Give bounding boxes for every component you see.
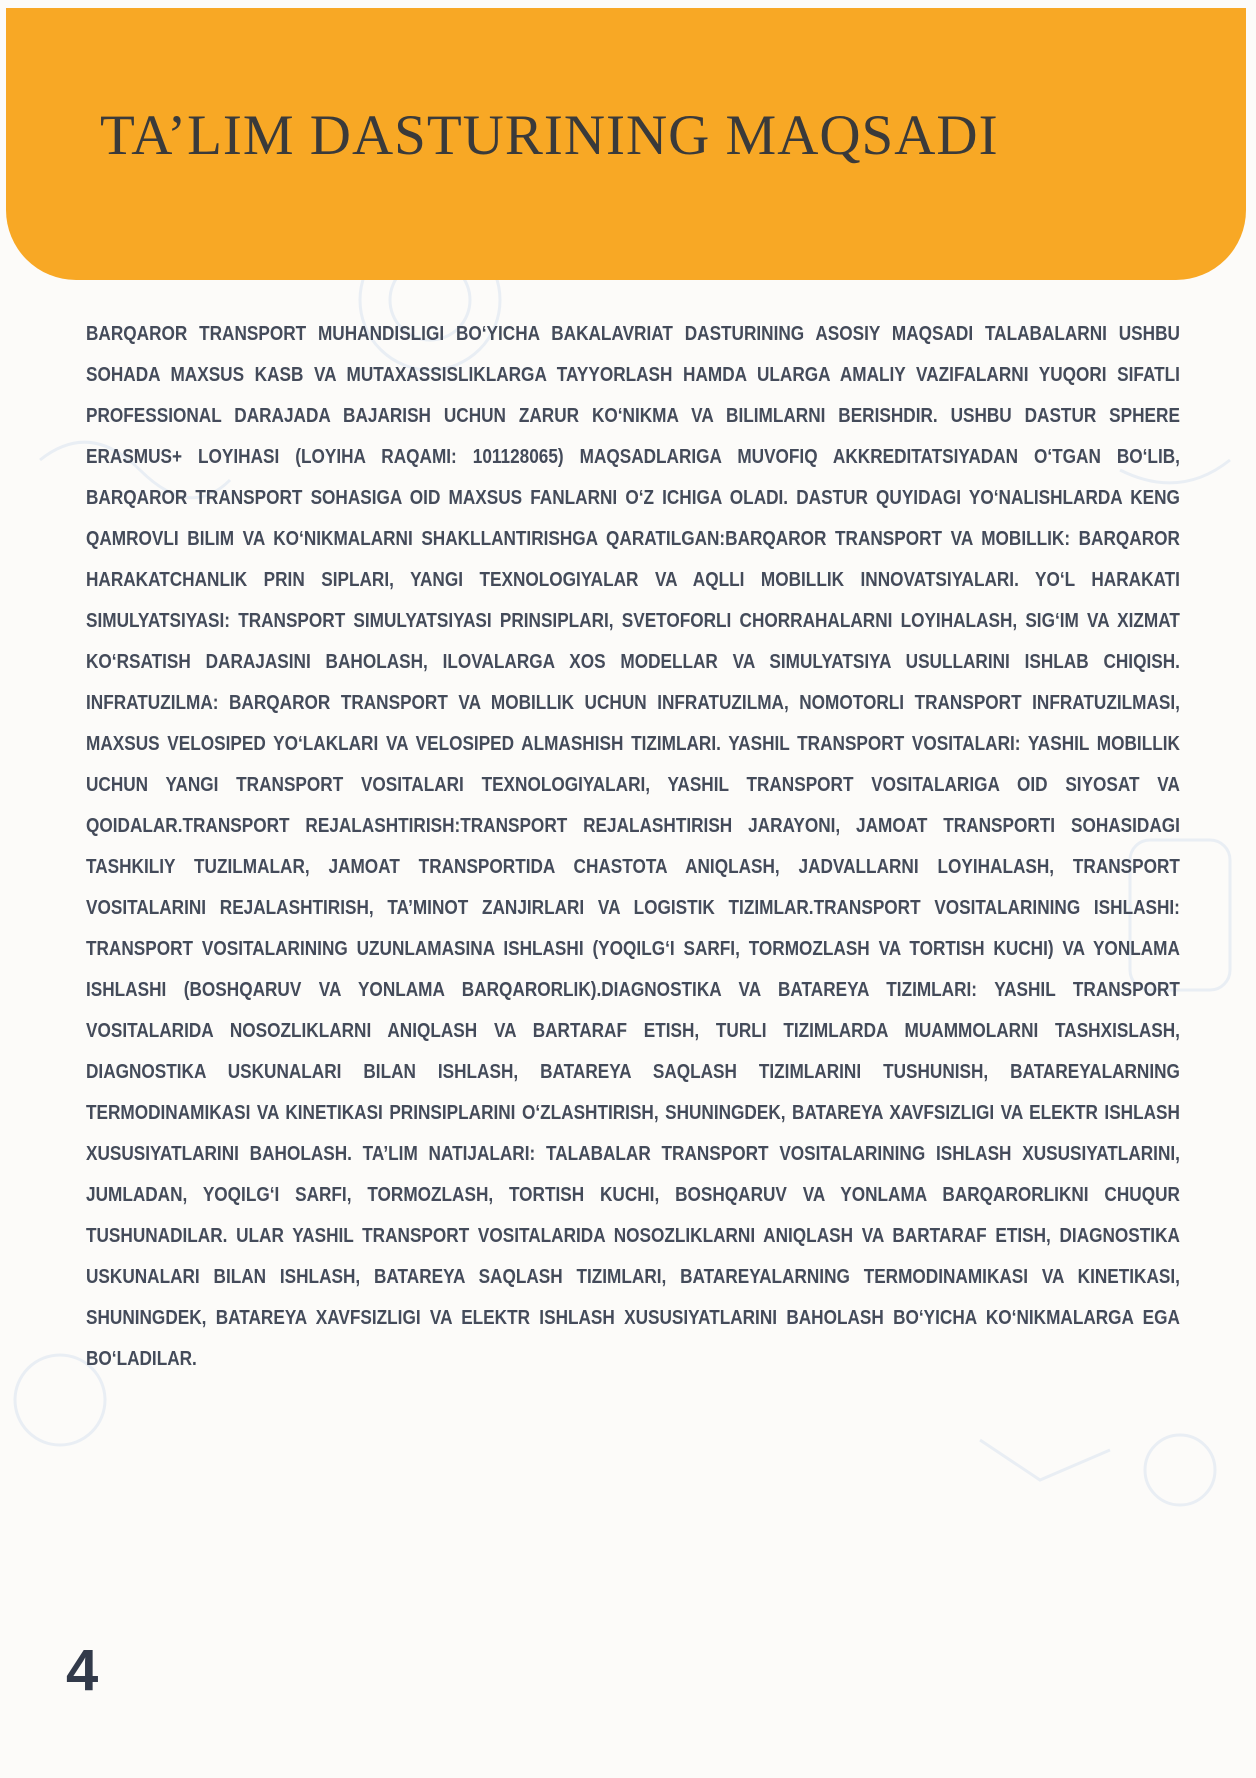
- page-title: TA’LIM DASTURINING MAQSADI: [100, 104, 999, 167]
- body-paragraph: BARQAROR TRANSPORT MUHANDISLIGI BO‘YICHA BAKALAVRIAT DASTURINING ASOSIY MAQSADI TALABALARNI USHBU SOHADA MAXSUS KASB VA MUTAXASSISLIKLARGA TAYYORLASH HAMDA ULARGA AMALIY VAZIFALARNI YUQORI SIFATLI PROFESSIONAL DARAJADA BAJARISH UCHUN ZARUR KO‘NIKMA VA BILIMLARNI BERISHDIR. USHBU DASTUR SPHERE ERASMUS+ LOYIHASI (LOYIHA RAQAMI: 101128065) MAQSADLARIGA MUVOFIQ AKKREDITATSIYADAN O‘TGAN BO‘LIB, BARQAROR TRANSPORT SOHASIGA OID MAXSUS FANLARNI O‘Z ICHIGA OLADI. DASTUR QUYIDAGI YO‘NALISHLARDA KENG QAMROVLI BILIM VA KO‘NIKMALARNI SHAKLLANTIRISHGA QARATILGAN:BARQAROR TRANSPORT VA MOBILLIK: BARQAROR HARAKATCHANLIK PRIN SIPLARI, YANGI TEXNOLOGIYALAR VA AQLLI MOBILLIK INNOVATSIYALARI. YO‘L HARAKATI SIMULYATSIYASI: TRANSPORT SIMULYATSIYASI PRINSIPLARI, SVETOFORLI CHORRAHALARNI LOYIHALASH, SIG‘IM VA XIZMAT KO‘RSATISH DARAJASINI BAHOLASH, ILOVALARGA XOS MODELLAR VA SIMULYATSIYA USULLARINI ISHLAB CHIQISH. INFRATUZILMA: BARQAROR TRANSPORT VA MOBILLIK UCHUN INFRATUZILMA, NOMOTORLI TRANSPORT INFRATUZILMASI, MAXSUS VELOSIPED YO‘LAKLARI VA VELOSIPED ALMASHISH TIZIMLARI. YASHIL TRANSPORT VOSITALARI: YASHIL MOBILLIK UCHUN YANGI TRANSPORT VOSITALARI TEXNOLOGIYALARI, YASHIL TRANSPORT VOSITALARIGA OID SIYOSAT VA QOIDALAR.TRANSPORT REJALASHTIRISH:TRANSPORT REJALASHTIRISH JARAYONI, JAMOAT TRANSPORTI SOHASIDAGI TASHKILIY TUZILMALAR, JAMOAT TRANSPORTIDA CHASTOTA ANIQLASH, JADVALLARNI LOYIHALASH, TRANSPORT VOSITALARINI REJALASHTIRISH, TA’MINOT ZANJIRLARI VA LOGISTIK TIZIMLAR.TRANSPORT VOSITALARINING ISHLASHI: TRANSPORT VOSITALARINING UZUNLAMASINA ISHLASHI (YOQILG‘I SARFI, TORMOZLASH VA TORTISH KUCHI) VA YONLAMA ISHLASHI (BOSHQARUV VA YONLAMA BARQARORLIK).DIAGNOSTIKA VA BATAREYA TIZIMLARI: YASHIL TRANSPORT VOSITALARIDA NOSOZLIKLARNI ANIQLASH VA BARTARAF ETISH, TURLI TIZIMLARDA MUAMMOLARNI TASHXISLASH, DIAGNOSTIKA USKUNALARI BILAN ISHLASH, BATAREYA SAQLASH TIZIMLARINI TUSHUNISH, BATAREYALARNING TERMODINAMIKASI VA KINETIKASI PRINSIPLARINI O‘ZLASHTIRISH, SHUNINGDEK, BATAREYA XAVFSIZLIGI VA ELEKTR ISHLASH XUSUSIYATLARINI BAHOLASH. TA’LIM NATIJALARI: TALABALAR TRANSPORT VOSITALARINING ISHLASH XUSUSIYATLARINI, JUMLADAN, YOQILG‘I SARFI, TORMOZLASH, TORTISH KUCHI, BOSHQARUV VA YONLAMA BARQARORLIKNI CHUQUR TUSHUNADILAR. ULAR YASHIL TRANSPORT VOSITALARIDA NOSOZLIKLARNI ANIQLASH VA BARTARAF ETISH, DIAGNOSTIKA USKUNALARI BILAN ISHLASH, BATAREYA SAQLASH TIZIMLARI, BATAREYALARNING TERMODINAMIKASI VA KINETIKASI, SHUNINGDEK, BATAREYA XAVFSIZLIGI VA ELEKTR ISHLASH XUSUSIYATLARINI BAHOLASH BO‘YICHA KO‘NIKMALARGA EGA BO‘LADILAR.: [86, 323, 1180, 1370]
- page-number: 4: [66, 1638, 99, 1703]
